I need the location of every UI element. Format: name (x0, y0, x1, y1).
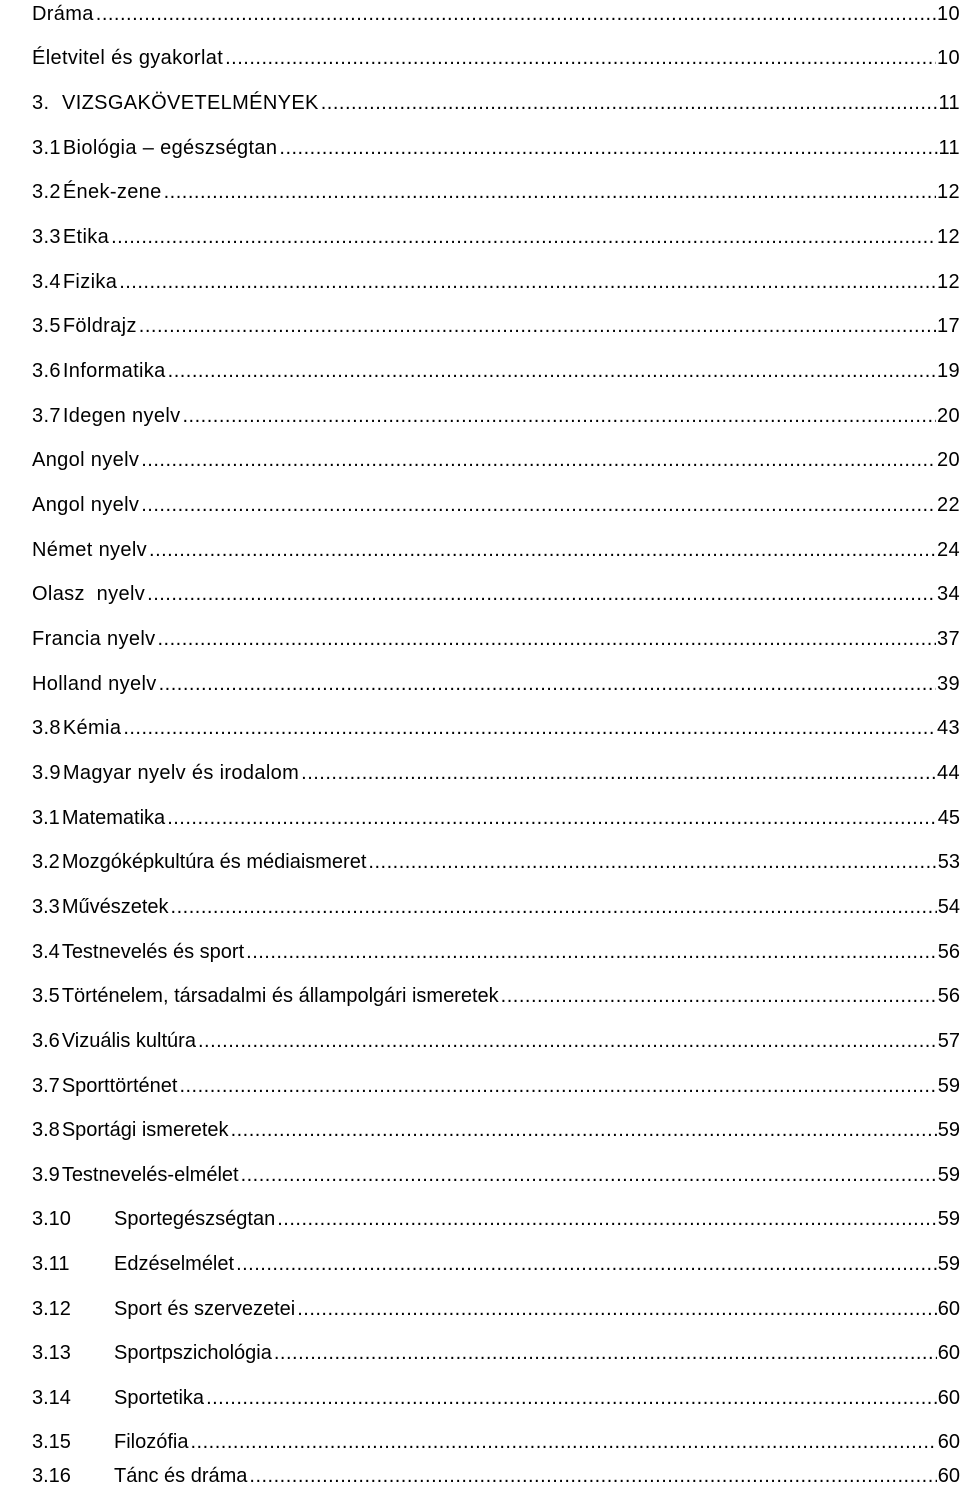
dot-leader (198, 1029, 937, 1053)
dot-leader (279, 136, 937, 160)
toc-entry-page: 43 (937, 717, 960, 739)
toc-entry-page: 60 (937, 1465, 960, 1487)
toc-entry[interactable] (32, 308, 960, 338)
toc-entry-number: 3.9 (32, 1164, 60, 1186)
toc-entry-number: 3.3 (32, 896, 60, 918)
toc-entry-page: 12 (937, 271, 960, 293)
toc-entry-title: Magyar nyelv és irodalom (62, 762, 300, 784)
toc-entry-number: 3.15 (32, 1431, 71, 1453)
dot-leader (182, 404, 936, 428)
dot-leader (277, 1207, 937, 1231)
toc-entry-number: 3.6 (32, 360, 61, 382)
dot-leader (149, 538, 936, 562)
toc-entry-number: 3.10 (32, 1208, 71, 1230)
dot-leader (206, 1386, 937, 1410)
toc-entry-title: Testnevelés-elmélet (61, 1164, 239, 1186)
toc-entry[interactable] (32, 1335, 960, 1365)
toc-entry-number: 3.7 (32, 405, 61, 427)
toc-entry-page: 53 (937, 851, 960, 873)
toc-entry[interactable] (32, 532, 960, 562)
toc-entry-title: Mozgóképkultúra és médiaismeret (61, 851, 367, 873)
toc-entry-page: 57 (937, 1030, 960, 1052)
toc-entry-title: Ének-zene (62, 181, 162, 203)
dot-leader (368, 850, 936, 874)
toc-entry[interactable] (32, 576, 960, 606)
toc-entry-page: 39 (937, 673, 960, 695)
dot-leader (164, 180, 936, 204)
dot-leader (158, 627, 937, 651)
toc-entry-page: 17 (937, 315, 960, 337)
toc-entry[interactable] (32, 1291, 960, 1321)
dot-leader (501, 984, 937, 1008)
dot-leader (246, 940, 937, 964)
dot-leader (167, 806, 937, 830)
toc-entry-number: 3.4 (32, 271, 61, 293)
toc-entry[interactable] (32, 621, 960, 651)
dot-leader (236, 1252, 937, 1276)
toc-entry-page: 56 (937, 941, 960, 963)
toc-entry-page: 11 (938, 92, 960, 114)
toc-entry-title: Angol nyelv (32, 449, 140, 471)
toc-entry-number: 3.3 (32, 226, 61, 248)
toc-entry-page: 60 (937, 1342, 960, 1364)
toc-entry[interactable] (32, 666, 960, 696)
toc-entry-page: 20 (937, 449, 960, 471)
toc-entry-title: Tánc és dráma (114, 1465, 248, 1487)
toc-entry-number: 3.13 (32, 1342, 71, 1364)
dot-leader (321, 91, 938, 115)
toc-entry-title: Angol nyelv (32, 494, 140, 516)
toc-entry-title: Etika (62, 226, 110, 248)
toc-entry-page: 44 (937, 762, 960, 784)
toc-entry-number: 3.7 (32, 1075, 60, 1097)
dot-leader (96, 2, 936, 26)
toc-entry[interactable] (32, 442, 960, 472)
toc-entry[interactable] (32, 0, 960, 26)
toc-entry[interactable] (32, 1201, 960, 1231)
dot-leader (249, 1464, 936, 1488)
toc-entry[interactable] (32, 1458, 960, 1488)
toc-entry-page: 60 (937, 1387, 960, 1409)
toc-entry-number: 3.9 (32, 762, 61, 784)
toc-entry-title: Sporttörténet (61, 1075, 178, 1097)
dot-leader (123, 716, 936, 740)
toc-entry-title: Francia nyelv (32, 628, 156, 650)
toc-entry-title: Életvitel és gyakorlat (32, 47, 224, 69)
toc-entry-page: 22 (937, 494, 960, 516)
dot-leader (147, 582, 936, 606)
toc-entry-title: Fizika (62, 271, 118, 293)
toc-entry-page: 59 (937, 1253, 960, 1275)
toc-entry[interactable] (32, 1380, 960, 1410)
toc-entry-title: Vizuális kultúra (61, 1030, 196, 1052)
toc-entry[interactable] (32, 130, 960, 160)
toc-entry-page: 10 (937, 47, 960, 69)
toc-entry[interactable] (32, 174, 960, 204)
toc-entry-title: Sportegészségtan (114, 1208, 276, 1230)
toc-entry[interactable] (32, 710, 960, 740)
dot-leader (241, 1163, 937, 1187)
toc-entry-number: 3.2 (32, 851, 60, 873)
toc-entry-number: 3.6 (32, 1030, 60, 1052)
toc-entry-page: 11 (938, 137, 960, 159)
toc-entry-title: Informatika (62, 360, 166, 382)
toc-entry-number: 3.8 (32, 717, 61, 739)
toc-entry-title: Német nyelv (32, 539, 148, 561)
toc-entry-page: 56 (937, 985, 960, 1007)
toc-entry[interactable] (32, 978, 960, 1008)
toc-entry-number: 3.4 (32, 941, 60, 963)
toc-entry[interactable] (32, 800, 960, 830)
toc-entry-title: Művészetek (61, 896, 169, 918)
dot-leader (301, 761, 936, 785)
toc-entry[interactable] (32, 85, 960, 115)
toc-entry-page: 37 (937, 628, 960, 650)
dot-leader (139, 314, 936, 338)
toc-entry-number: 3. (32, 92, 50, 114)
dot-leader (225, 46, 936, 70)
dot-leader (119, 270, 936, 294)
toc-entry-number: 3.1 (32, 137, 61, 159)
toc-entry[interactable] (32, 1068, 960, 1098)
toc-entry-number: 3.1 (32, 807, 60, 829)
toc-entry-title: Földrajz (62, 315, 137, 337)
toc-entry[interactable] (32, 398, 960, 428)
toc-entry-title: Sportetika (114, 1387, 205, 1409)
toc-entry[interactable] (32, 1112, 960, 1142)
toc-entry-title: Filozófia (114, 1431, 189, 1453)
toc-entry-title: Sportági ismeretek (61, 1119, 229, 1141)
toc-entry-page: 12 (937, 226, 960, 248)
toc-entry-title: Testnevelés és sport (61, 941, 245, 963)
dot-leader (141, 448, 936, 472)
toc-entry-page: 10 (937, 3, 960, 25)
toc-entry-title: Történelem, társadalmi és állampolgári ismeretek (61, 985, 499, 1007)
toc-entry[interactable] (32, 264, 960, 294)
toc-entry-page: 54 (937, 896, 960, 918)
toc-entry-page: 59 (937, 1075, 960, 1097)
toc-entry[interactable] (32, 889, 960, 919)
toc-entry[interactable] (32, 844, 960, 874)
toc-entry-title: VIZSGAKÖVETELMÉNYEK (62, 92, 319, 114)
dot-leader (168, 359, 936, 383)
dot-leader (111, 225, 936, 249)
dot-leader (141, 493, 936, 517)
toc-entry-title: Dráma (32, 3, 94, 25)
toc-entry-number: 3.5 (32, 985, 60, 1007)
toc-entry[interactable] (32, 1246, 960, 1276)
toc-entry-title: Sport és szervezetei (114, 1298, 296, 1320)
toc-entry-number: 3.11 (32, 1253, 70, 1275)
toc-entry-page: 20 (937, 405, 960, 427)
toc-entry[interactable] (32, 1023, 960, 1053)
toc-entry-title: Edzéselmélet (114, 1253, 235, 1275)
dot-leader (231, 1118, 937, 1142)
toc-entry-page: 34 (937, 583, 960, 605)
toc-entry-number: 3.16 (32, 1465, 71, 1487)
toc-entry-page: 45 (937, 807, 960, 829)
dot-leader (159, 672, 936, 696)
toc-entry-page: 60 (937, 1298, 960, 1320)
toc-entry-number: 3.8 (32, 1119, 60, 1141)
toc-entry-number: 3.2 (32, 181, 61, 203)
toc-entry[interactable] (32, 487, 960, 517)
toc-entry-title: Sportpszichológia (114, 1342, 272, 1364)
toc-entry-title: Kémia (62, 717, 122, 739)
toc-entry[interactable] (32, 1424, 960, 1454)
toc-entry-title: Olasz nyelv (32, 583, 146, 605)
toc-entry-page: 60 (937, 1431, 960, 1453)
toc-entry-page: 59 (937, 1164, 960, 1186)
toc-entry[interactable] (32, 40, 960, 70)
toc-entry-page: 24 (937, 539, 960, 561)
toc-entry[interactable] (32, 353, 960, 383)
toc-entry-page: 59 (937, 1208, 960, 1230)
toc-entry[interactable] (32, 755, 960, 785)
dot-leader (274, 1341, 937, 1365)
toc-entry-page: 19 (937, 360, 960, 382)
toc-entry[interactable] (32, 219, 960, 249)
toc-entry-number: 3.12 (32, 1298, 71, 1320)
toc-entry-number: 3.14 (32, 1387, 71, 1409)
toc-entry-title: Matematika (61, 807, 166, 829)
toc-entry-title: Idegen nyelv (62, 405, 181, 427)
toc-entry-number: 3.5 (32, 315, 61, 337)
toc-entry[interactable] (32, 1157, 960, 1187)
toc-entry-title: Holland nyelv (32, 673, 157, 695)
toc-entry-page: 59 (937, 1119, 960, 1141)
dot-leader (297, 1297, 937, 1321)
dot-leader (190, 1430, 936, 1454)
dot-leader (171, 895, 937, 919)
dot-leader (179, 1074, 936, 1098)
toc-entry[interactable] (32, 934, 960, 964)
toc-entry-title: Biológia – egészségtan (62, 137, 278, 159)
toc-entry-page: 12 (937, 181, 960, 203)
